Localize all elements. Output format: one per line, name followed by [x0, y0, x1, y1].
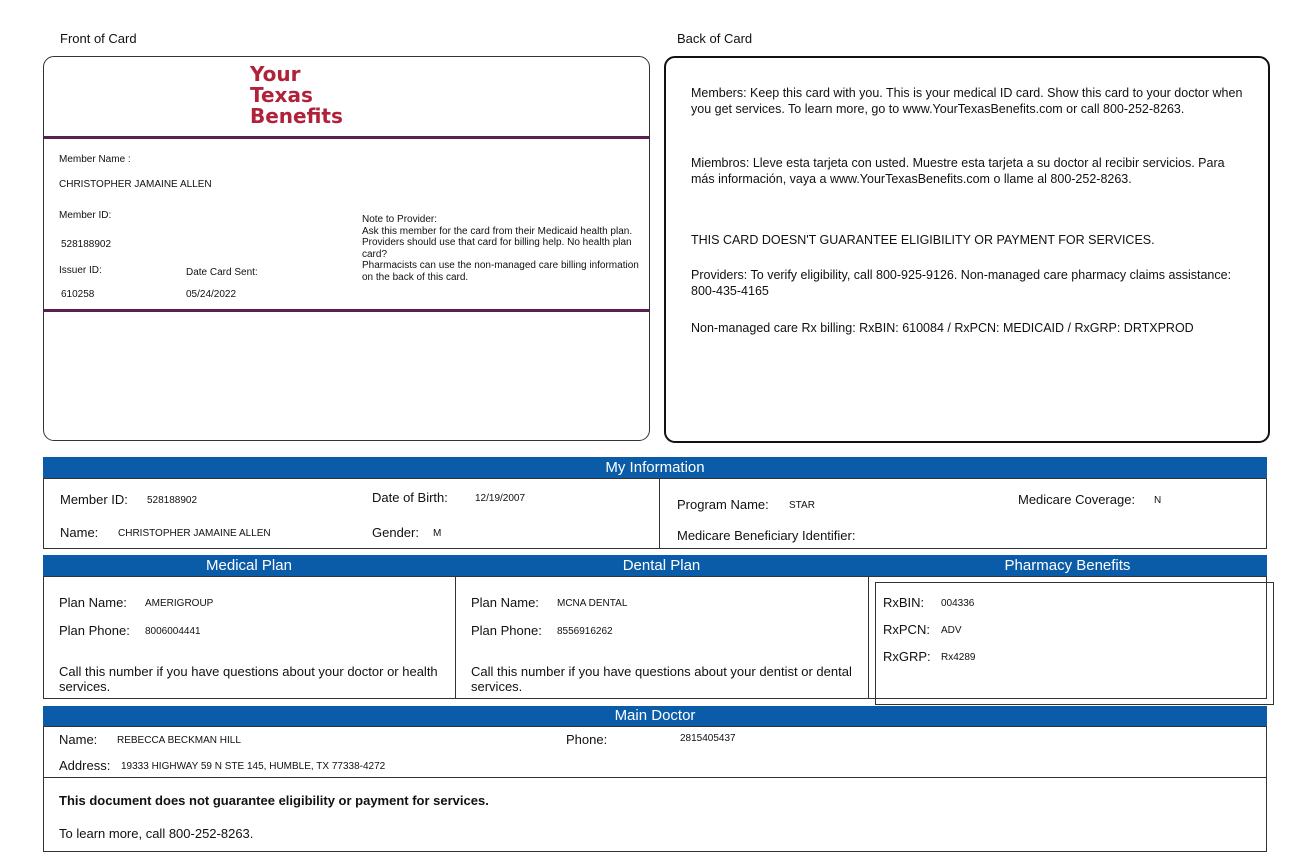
- issuer-id-value: 610258: [61, 289, 95, 300]
- guarantee-paragraph: THIS CARD DOESN'T GUARANTEE ELIGIBILITY OR PAYMENT FOR SERVICES.: [691, 233, 1155, 247]
- miembros-paragraph: Miembros: Lleve esta tarjeta con usted. Muestre esta tarjeta a su doctor al recibir servicios. Para más información, vaya a www.YourTexasBenefits.com o llame al 800-252-8263.: [691, 156, 1225, 186]
- member-name-label: Member Name :: [59, 154, 131, 165]
- note-title: Note to Provider:: [362, 214, 438, 225]
- issuer-id-label: Issuer ID:: [59, 265, 102, 276]
- doctor-phone-value: 2815405437: [680, 733, 736, 744]
- doctor-name-value: REBECCA BECKMAN HILL: [117, 735, 241, 746]
- program-name-value: STAR: [789, 500, 815, 511]
- dental-plan-note: Call this number if you have questions about your dentist or dental services.: [471, 664, 852, 694]
- member-id-value: 528188902: [147, 495, 198, 506]
- member-name-value: CHRISTOPHER JAMAINE ALLEN: [59, 179, 212, 190]
- note-to-provider: [362, 214, 652, 283]
- medical-plan-note: Call this number if you have questions about your doctor or health services.: [59, 664, 438, 694]
- name-value: CHRISTOPHER JAMAINE ALLEN: [118, 528, 271, 539]
- rxbin-label: RxBIN:: [883, 595, 925, 610]
- rxgrp-label: RxGRP:: [883, 649, 931, 664]
- dob-label: Date of Birth:: [372, 490, 448, 505]
- medicare-coverage-label: Medicare Coverage:: [1018, 492, 1136, 507]
- dental-plan-header: Dental Plan: [455, 555, 868, 576]
- rxgrp-value: Rx4289: [941, 652, 976, 663]
- gender-value: M: [433, 528, 442, 539]
- doctor-address-label: Address:: [59, 758, 111, 773]
- medical-plan-header: Medical Plan: [43, 555, 455, 576]
- member-id-label: Member ID:: [60, 492, 128, 507]
- medical-plan-phone-label: Plan Phone:: [59, 623, 130, 638]
- dental-plan-phone-value: 8556916262: [557, 626, 613, 637]
- note-body: Ask this member for the card from their Medicaid health plan. Providers should use that card for billing help. No health plan card?: [362, 225, 633, 260]
- main-doctor-header: Main Doctor: [43, 706, 1267, 726]
- rx-billing-paragraph: Non-managed care Rx billing: RxBIN: 610084 / RxPCN: MEDICAID / RxGRP: DRTXPROD: [691, 321, 1194, 335]
- footer-disclaimer: This document does not guarantee eligibility or payment for services.: [59, 793, 489, 808]
- name-label: Name:: [60, 525, 99, 540]
- back-card-caption: Back of Card: [677, 31, 753, 46]
- medical-plan-name-label: Plan Name:: [59, 595, 127, 610]
- back-card: [664, 56, 1270, 443]
- member-id-label: Member ID:: [59, 210, 112, 221]
- program-name-label: Program Name:: [677, 497, 769, 512]
- members-paragraph: Members: Keep this card with you. This is your medical ID card. Show this card to your doctor when you get services. To learn more, go to www.YourTexasBenefits.com or call 800-252-8263.: [691, 86, 1243, 116]
- rxpcn-value: ADV: [941, 625, 962, 636]
- providers-paragraph: Providers: To verify eligibility, call 800-925-9126. Non-managed care pharmacy claims assistance: 800-435-4165: [691, 268, 1232, 298]
- medical-plan-phone-value: 8006004441: [145, 626, 201, 637]
- member-id-value: 528188902: [61, 239, 112, 250]
- date-card-sent-value: 05/24/2022: [186, 289, 237, 300]
- note-pharmacists: Pharmacists can use the non-managed care billing information on the back of this card.: [362, 260, 639, 283]
- doctor-phone-label: Phone:: [566, 732, 608, 747]
- date-card-sent-label: Date Card Sent:: [186, 267, 258, 278]
- your-texas-benefits-logo: Your Texas Benefits: [250, 62, 343, 128]
- front-card-caption: Front of Card: [60, 31, 137, 46]
- rxbin-value: 004336: [941, 598, 975, 609]
- doctor-address-value: 19333 HIGHWAY 59 N STE 145, HUMBLE, TX 77338-4272: [121, 761, 386, 772]
- pharmacy-inner-frame: [875, 582, 1274, 705]
- top-divider: [44, 136, 649, 139]
- dental-plan-name-label: Plan Name:: [471, 595, 539, 610]
- medicare-beneficiary-identifier-label: Medicare Beneficiary Identifier:: [677, 528, 856, 543]
- dob-value: 12/19/2007: [475, 493, 526, 504]
- front-card: [43, 56, 650, 441]
- medicare-coverage-value: N: [1154, 495, 1162, 506]
- rxpcn-label: RxPCN:: [883, 622, 930, 637]
- pharmacy-benefits-header: Pharmacy Benefits: [868, 555, 1267, 576]
- dental-plan-name-value: MCNA DENTAL: [557, 598, 628, 609]
- bottom-divider: [44, 309, 649, 312]
- footer-learn-more: To learn more, call 800-252-8263.: [59, 826, 254, 841]
- doctor-name-label: Name:: [59, 732, 98, 747]
- gender-label: Gender:: [372, 525, 419, 540]
- medical-plan-name-value: AMERIGROUP: [145, 598, 214, 609]
- my-information-header: My Information: [43, 457, 1267, 478]
- dental-plan-phone-label: Plan Phone:: [471, 623, 542, 638]
